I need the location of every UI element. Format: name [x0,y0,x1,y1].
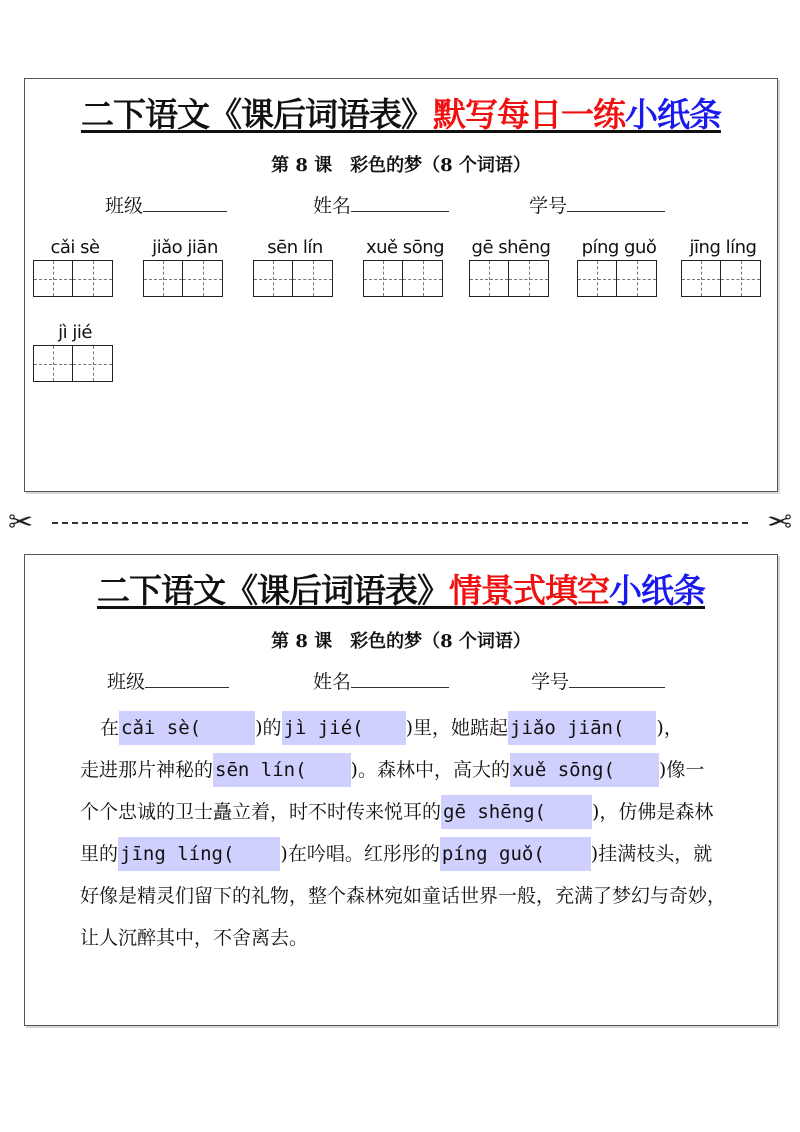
writing-grid[interactable] [363,260,443,297]
word-pinyin: cǎi sè [50,237,100,258]
title-main: 二下语文《课后词语表》 [97,571,449,610]
passage-line [80,707,770,749]
class-label: 班级 [105,195,144,217]
lesson-subtitle: 第 8 课 彩色的梦（8 个词语） [271,155,531,176]
passage-line [80,791,770,833]
name-field[interactable] [313,667,449,694]
fill-blank[interactable] [282,711,406,745]
dictation-card [24,78,778,492]
word-box [253,236,337,297]
fill-blank[interactable] [441,795,592,829]
card-title [25,89,777,136]
passage-text: )里，她踮起 [405,717,509,739]
passage-text: 好像是精灵们留下的礼物，整个森林宛如童话世界一般，充满了梦幻与奇妙， [80,885,727,907]
card-title [25,565,777,612]
number-blank[interactable] [569,669,665,688]
writing-grid[interactable] [143,260,223,297]
number-label: 学号 [529,195,568,217]
passage-text: 在 [100,717,120,739]
class-blank[interactable] [145,669,229,688]
passage-line [80,833,770,875]
title-blue: 小纸条 [609,571,705,610]
word-pinyin: xuě sōng [365,237,445,258]
number-field[interactable] [529,191,665,218]
fill-in-card [24,554,778,1026]
blank-pinyin: píng guǒ( [441,843,545,865]
word-box [143,236,227,297]
name-blank[interactable] [351,669,449,688]
passage-line [80,749,770,791]
dashed-divider [52,522,748,524]
writing-grid[interactable] [253,260,333,297]
word-box [469,236,553,297]
fill-blank[interactable] [508,711,656,745]
fill-blank[interactable] [119,711,255,745]
writing-grid[interactable] [33,260,113,297]
word-pinyin: gē shēng [471,237,551,258]
fill-blank[interactable] [440,837,591,871]
class-field[interactable] [107,667,229,694]
fill-blank[interactable] [510,753,659,787]
word-box [681,236,765,297]
story-passage [80,707,770,959]
writing-grid[interactable] [577,260,657,297]
scissors-icon: ✂ [8,505,34,540]
word-pinyin: jiǎo jiān [152,237,218,258]
word-box [33,321,117,382]
fill-blank[interactable] [213,753,351,787]
name-field[interactable] [313,191,449,218]
class-field[interactable] [105,191,227,218]
passage-text: )在吟唱。红彤彤的 [280,843,440,865]
writing-grid[interactable] [681,260,761,297]
passage-text: )， [656,717,683,739]
class-blank[interactable] [143,193,227,212]
name-blank[interactable] [351,193,449,212]
passage-line [80,875,770,917]
passage-text: )挂满枝头，就 [590,843,713,865]
blank-pinyin: jì jié( [283,717,364,739]
word-pinyin: jīng líng [689,237,757,258]
passage-text: 个个忠诚的卫士矗立着，时不时传来悦耳的 [80,801,442,823]
writing-grid[interactable] [469,260,549,297]
passage-text: )。森林中，高大的 [350,759,510,781]
passage-text: 让人沉醉其中，不舍离去。 [80,927,309,949]
blank-pinyin: jiǎo jiān( [510,717,625,739]
title-red: 默写每日一练 [433,95,625,134]
number-label: 学号 [531,671,570,693]
fill-blank[interactable] [118,837,280,871]
name-label: 姓名 [313,195,352,217]
title-red: 情景式填空 [449,571,609,610]
blank-pinyin: xuě sōng( [511,759,615,781]
blank-pinyin: sēn lín( [215,759,307,781]
cut-line [8,505,792,541]
class-label: 班级 [107,671,146,693]
word-pinyin: jì jié [58,322,92,343]
number-blank[interactable] [567,193,665,212]
passage-text: )，仿佛是森林 [591,801,714,823]
word-pinyin: sēn lín [267,237,323,258]
name-label: 姓名 [313,671,352,693]
scissors-icon: ✂ [766,505,792,540]
lesson-subtitle: 第 8 课 彩色的梦（8 个词语） [271,631,531,652]
passage-text: 走进那片神秘的 [80,759,214,781]
blank-pinyin: gē shēng( [443,801,546,823]
word-box [363,236,447,297]
passage-text: 里的 [80,843,119,865]
title-blue: 小纸条 [625,95,721,134]
blank-pinyin: cǎi sè( [121,717,202,739]
word-box [33,236,117,297]
word-box [577,236,661,297]
passage-text: )的 [255,717,282,739]
passage-line [80,917,770,959]
number-field[interactable] [531,667,665,694]
blank-pinyin: jīng líng( [120,843,235,865]
passage-text: )像一 [658,759,705,781]
title-main: 二下语文《课后词语表》 [81,95,433,134]
writing-grid[interactable] [33,345,113,382]
word-pinyin: píng guǒ [581,237,657,258]
